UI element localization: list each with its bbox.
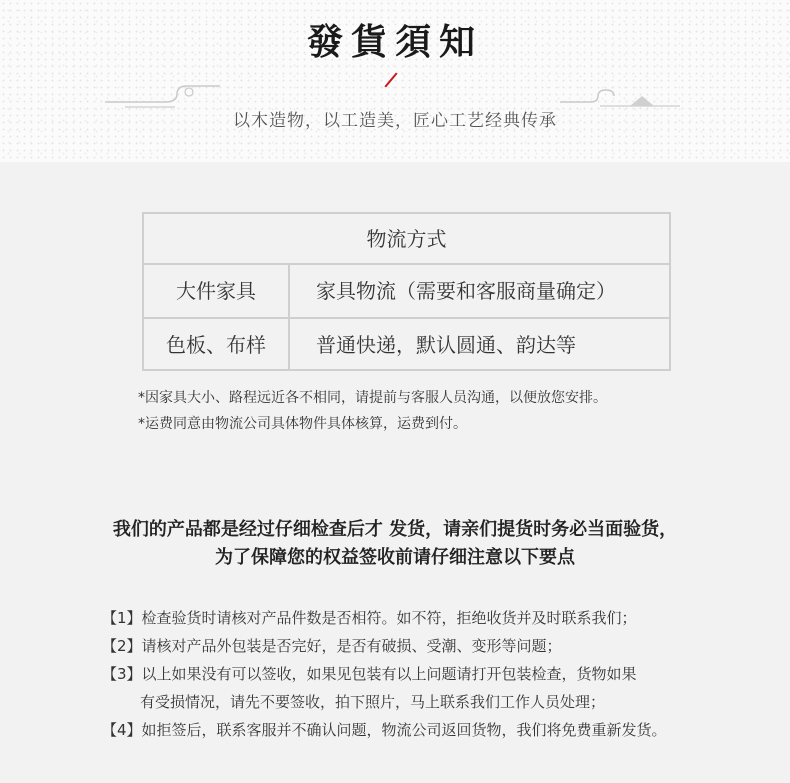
rule-item: 【4】如拒签后，联系客服并不确认问题，物流公司返回货物，我们将免费重新发货。: [102, 721, 667, 739]
table-cell-method: 家具物流（需要和客服商量确定）: [316, 279, 616, 303]
rule-item: 【2】请核对产品外包装是否完好，是否有破损、受潮、变形等问题；: [102, 637, 562, 655]
page-title: 發貨須知: [306, 21, 483, 63]
rule-item-continuation: 有受损情况，请先不要签收，拍下照片，马上联系我们工作人员处理；: [140, 693, 606, 711]
note-line: *运费同意由物流公司具体物件具体核算，运费到付。: [138, 416, 467, 432]
note-line: *因家具大小、路程远近各不相同，请提前与客服人员沟通，以便放您安排。: [138, 390, 607, 406]
table-cell-item: 大件家具: [144, 265, 290, 317]
inspection-rules-list: [102, 604, 667, 744]
red-accent-mark: [384, 72, 397, 87]
table-row: [144, 265, 669, 317]
rule-item: 【1】检查验货时请核对产品件数是否相符。如不符，拒绝收货并及时联系我们；: [102, 609, 637, 627]
page-subtitle: 以木造物，以工造美，匠心工艺经典传承: [233, 111, 557, 131]
shipping-table: [142, 212, 671, 371]
table-heading: 物流方式: [144, 214, 669, 265]
warning-line: 为了保障您的权益签收前请仔细注意以下要点: [215, 547, 575, 568]
warning-line: 我们的产品都是经过仔细检查后才 发货，请亲们提货时务必当面验货，: [112, 519, 678, 540]
shipping-notes: [138, 385, 607, 437]
header-banner: [0, 0, 790, 162]
rule-item: 【3】以上如果没有可以签收，如果见包装有以上问题请打开包装检查，货物如果: [102, 665, 637, 683]
table-cell-item: 色板、布样: [144, 319, 290, 369]
inspection-warning: [0, 516, 790, 572]
table-row: [144, 317, 669, 369]
table-cell-method: 普通快递，默认圆通、韵达等: [316, 333, 576, 357]
